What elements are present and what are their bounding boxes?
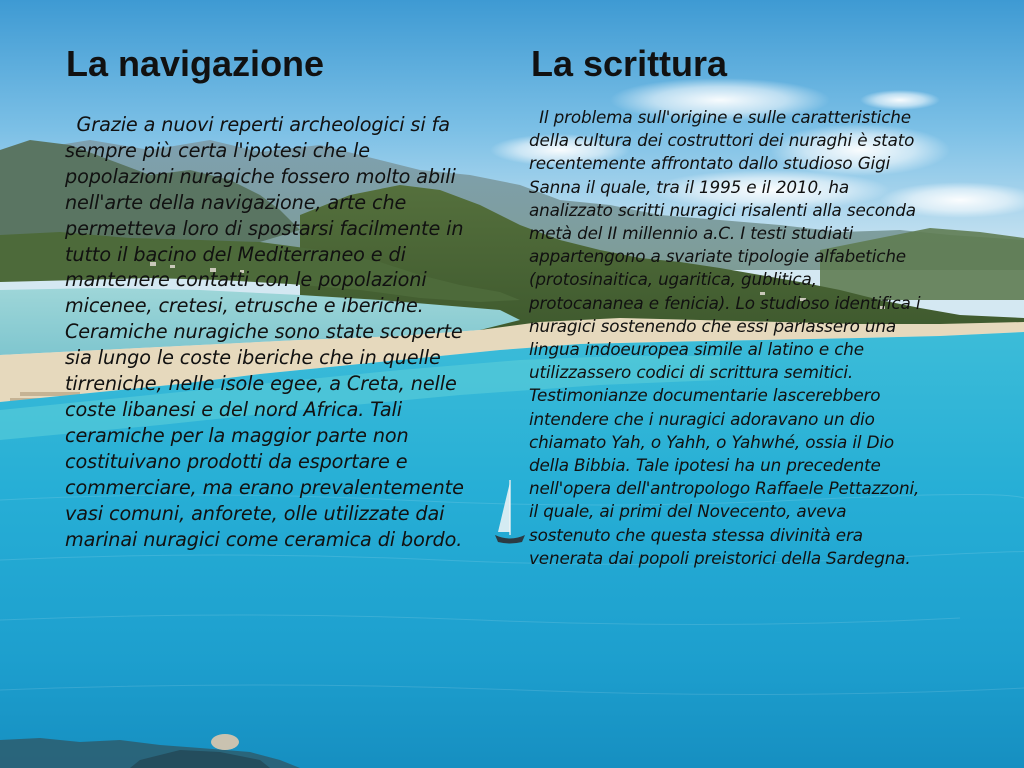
writing-title: La scrittura — [531, 43, 728, 84]
navigation-paragraph: Grazie a nuovi reperti archeologici si fa sempre più certa l'ipotesi che le popolazioni nuragiche fossero molto abili nell'arte della navigazione, arte che permetteva loro di spostarsi facilmente in tutto il bacino del Mediterraneo e di mantenere contatti con le popolazioni micenee, cretesi, etrusche e iberiche. Ceramiche nuragiche sono state scoperte sia lungo le coste iberiche che in quelle tirreniche, nelle isole egee, a Creta, nelle coste libanesi e del nord Africa. Tali ceramiche per la maggior parte non costituivano prodotti da esportare e commerciare, ma erano prevalentemente vasi comuni, anforete, olle utilizzate dai marinai nuragici come ceramica di bordo. — [65, 113, 464, 551]
navigation-title: La navigazione — [66, 43, 325, 84]
writing-paragraph: Il problema sull'origine e sulle caratteristiche della cultura dei costruttori dei nuraghi è stato recentemente affrontato dallo studioso Gigi Sanna il quale, tra il 1995 e il 2010, ha analizzato scritti nuragici risalenti alla seconda metà del II millennio a.C. I testi studiati appartengono a svariate tipologie alfabetiche (protosinaitica, ugaritica, gublitica, protocananea e fenicia). Lo studioso identifica i nuragici sostenendo che essi parlassero una lingua indoeuropea simile al latino e che utilizzassero codici di scrittura semitici. Testimonianze documentarie lascerebbero intendere che i nuragici adoravano un dio chiamato Yah, o Yahh, o Yahwhé, ossia il Dio della Bibbia. Tale ipotesi ha un precedente nell'opera dell'antropologo Raffaele Pettazzoni, il quale, ai primi del Novecento, aveva sostenuto che questa stessa divinità era venerata dai popoli preistorici della Sardegna. — [529, 107, 921, 568]
